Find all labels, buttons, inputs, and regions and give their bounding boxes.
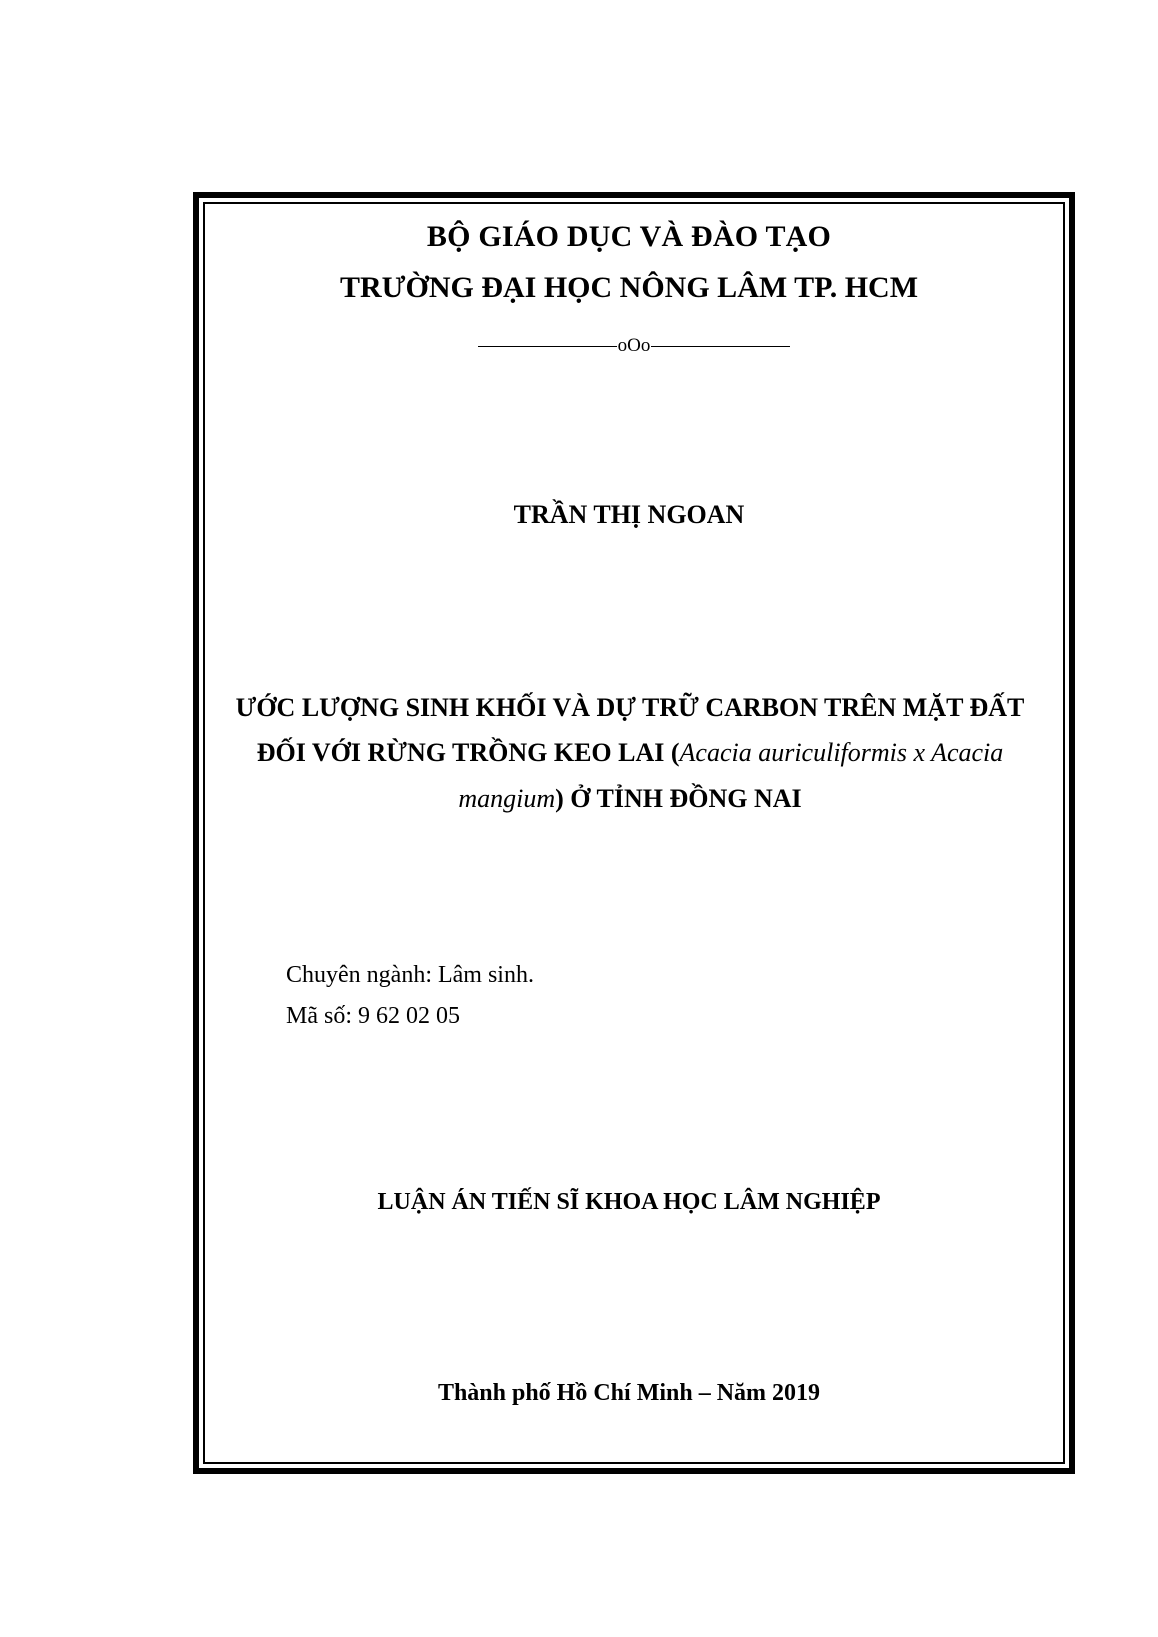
title-line-2-prefix: ĐỐI VỚI RỪNG TRỒNG KEO LAI ( [256, 738, 680, 767]
title-line-1-text: ƯỚC LƯỢNG SINH KHỐI VÀ DỰ TRỮ CARBON TRÊN MẶT ĐẤT [235, 693, 1025, 722]
degree-title: LUẬN ÁN TIẾN SĨ KHOA HỌC LÂM NGHIỆP [377, 1189, 881, 1215]
title-line-3-suffix: ) Ở TỈNH ĐỒNG NAI [555, 784, 802, 813]
ministry-name: BỘ GIÁO DỤC VÀ ĐÀO TẠO [426, 220, 832, 253]
specialization-code: Mã số: 9 62 02 05 [286, 1003, 460, 1029]
title-line-2-species: Acacia auriculiformis x Acacia [679, 738, 1004, 767]
title-line-3-species: mangium [458, 784, 556, 813]
specialization-field: Chuyên ngành: Lâm sinh. [286, 962, 534, 988]
university-name: TRƯỜNG ĐẠI HỌC NÔNG LÂM TP. HCM [339, 271, 919, 304]
divider-ornament-mark: oOo [617, 335, 651, 356]
author-name: TRẦN THỊ NGOAN [513, 500, 745, 529]
place-and-year: Thành phố Hồ Chí Minh – Năm 2019 [437, 1380, 821, 1406]
